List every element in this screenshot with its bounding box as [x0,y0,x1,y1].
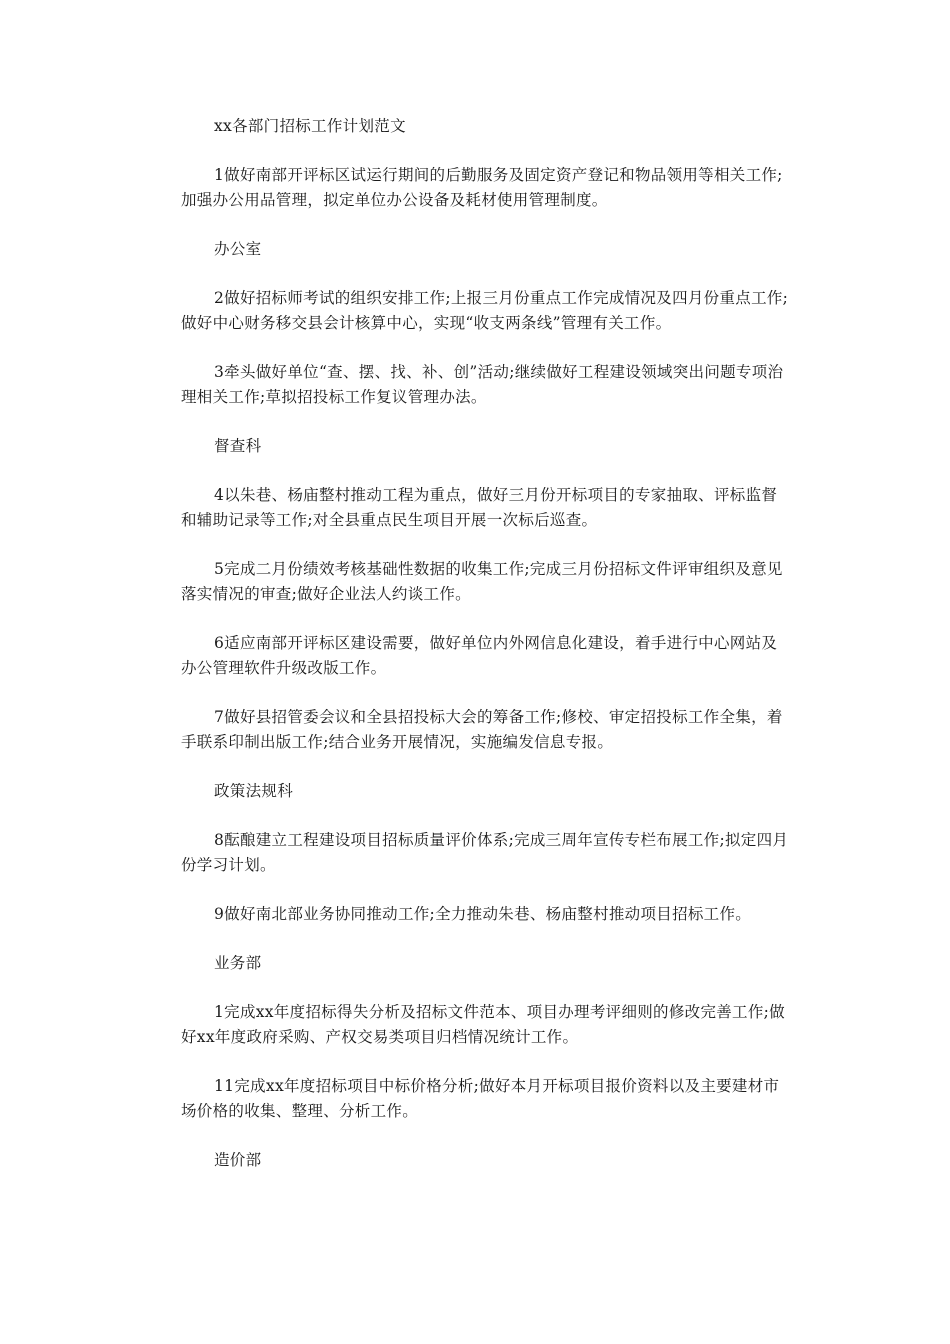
paragraph-item-10: 1完成xx年度招标得失分析及招标文件范本、项目办理考评细则的修改完善工作;做好xx年度政府采购、产权交易类项目归档情况统计工作。 [181,1003,785,1046]
paragraph-item-7: 7做好县招管委会议和全县招投标大会的筹备工作;修校、审定招投标工作全集，着手联系印制出版工作;结合业务开展情况，实施编发信息专报。 [181,708,783,751]
section-heading-policy: 政策法规科 [214,782,294,800]
paragraph-item-8: 8酝酿建立工程建设项目招标质量评价体系;完成三周年宣传专栏布展工作;拟定四月份学习计划。 [181,831,789,874]
section-heading-cost: 造价部 [214,1151,262,1169]
section-heading-business: 业务部 [214,954,262,972]
paragraph-item-9: 9做好南北部业务协同推动工作;全力推动朱巷、杨庙整村推动项目招标工作。 [214,905,752,923]
document-title: xx各部门招标工作计划范文 [214,117,406,135]
section-heading-office: 办公室 [214,240,262,258]
paragraph-item-5: 5完成二月份绩效考核基础性数据的收集工作;完成三月份招标文件评审组织及意见落实情况的审查;做好企业法人约谈工作。 [181,560,783,603]
paragraph-item-4: 4以朱巷、杨庙整村推动工程为重点，做好三月份开标项目的专家抽取、评标监督和辅助记录等工作;对全县重点民生项目开展一次标后巡查。 [181,486,778,529]
paragraph-item-1: 1做好南部开评标区试运行期间的后勤服务及固定资产登记和物品领用等相关工作;加强办公用品管理，拟定单位办公设备及耗材使用管理制度。 [181,166,783,209]
paragraph-item-2: 2做好招标师考试的组织安排工作;上报三月份重点工作完成情况及四月份重点工作;做好中心财务移交县会计核算中心，实现“收支两条线”管理有关工作。 [181,289,789,332]
section-heading-supervision: 督查科 [214,437,262,455]
paragraph-item-11: 11完成xx年度招标项目中标价格分析;做好本月开标项目报价资料以及主要建材市场价格的收集、整理、分析工作。 [181,1077,780,1120]
paragraph-item-6: 6适应南部开评标区建设需要，做好单位内外网信息化建设，着手进行中心网站及办公管理软件升级改版工作。 [181,634,778,677]
paragraph-item-3: 3牵头做好单位“查、摆、找、补、创”活动;继续做好工程建设领域突出问题专项治理相关工作;草拟招投标工作复议管理办法。 [181,363,784,406]
